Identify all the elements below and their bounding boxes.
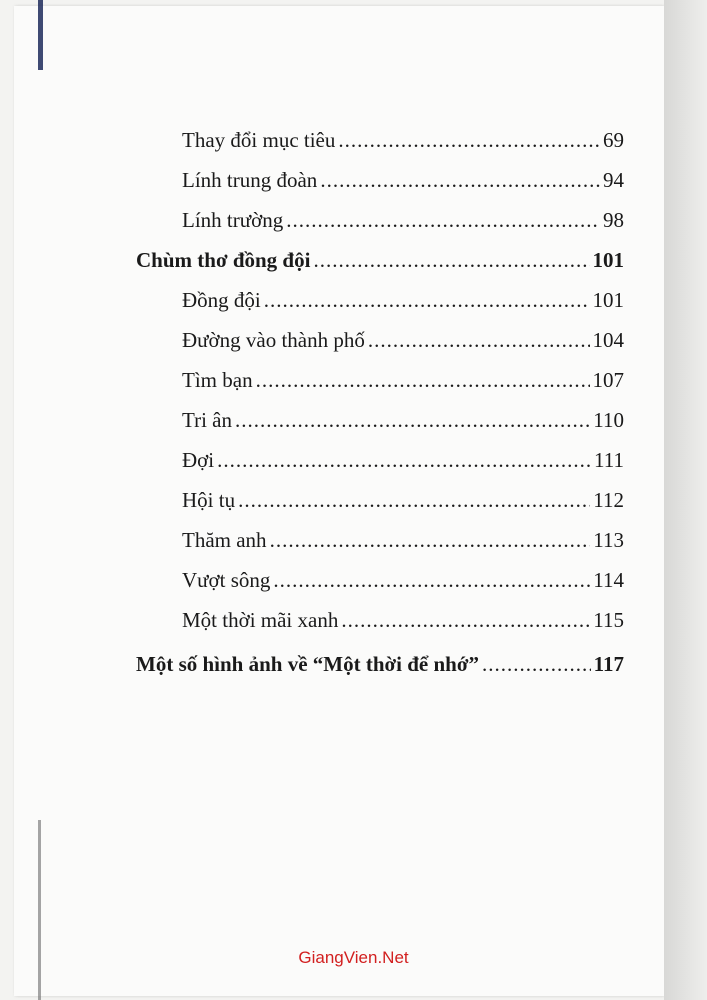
toc-entry-title: Lính trung đoàn — [182, 168, 318, 192]
toc-entry-title: Hội tụ — [182, 488, 236, 512]
toc-entry — [182, 607, 624, 633]
toc-leader-dots — [235, 407, 590, 433]
toc-entry-page: 104 — [592, 328, 624, 352]
toc-section-page: 117 — [593, 652, 624, 676]
toc-leader-dots — [313, 247, 589, 273]
toc-entry — [182, 167, 624, 193]
toc-entry-title: Vượt sông — [182, 568, 271, 592]
toc-entry-title: Đợi — [182, 448, 215, 472]
toc-section-title: Chùm thơ đồng đội — [136, 248, 311, 272]
toc-leader-dots — [482, 651, 591, 677]
toc-leader-dots — [273, 567, 590, 593]
toc-entry-title: Thăm anh — [182, 528, 267, 552]
toc-leader-dots — [341, 607, 590, 633]
toc-leader-dots — [338, 127, 600, 153]
toc-leader-dots — [270, 527, 591, 553]
toc-entry-title: Đường vào thành phố — [182, 328, 365, 352]
toc-leader-dots — [256, 367, 590, 393]
toc-entry-page: 115 — [593, 608, 624, 632]
toc-entry-page: 110 — [593, 408, 624, 432]
toc-entry-page: 111 — [594, 448, 624, 472]
toc-section — [136, 247, 624, 273]
toc-leader-dots — [320, 167, 600, 193]
toc-entry-page: 94 — [603, 168, 624, 192]
toc-entry-page: 107 — [592, 368, 624, 392]
toc-leader-dots — [368, 327, 590, 353]
toc-leader-dots — [217, 447, 591, 473]
toc-entry-page: 101 — [592, 288, 624, 312]
toc-section — [136, 651, 624, 677]
toc-entry-title: Lính trường — [182, 208, 284, 232]
toc-entry-title: Tìm bạn — [182, 368, 253, 392]
toc-section-page: 101 — [592, 248, 624, 272]
toc-section-title: Một số hình ảnh về “Một thời để nhớ” — [136, 652, 479, 676]
toc-entry — [182, 207, 624, 233]
toc-entry — [182, 567, 624, 593]
toc-entry — [182, 127, 624, 153]
toc-leader-dots — [264, 287, 590, 313]
watermark-text: GiangVien.Net — [298, 948, 409, 967]
toc-leader-dots — [286, 207, 600, 233]
toc-entry — [182, 327, 624, 353]
toc-entry — [182, 487, 624, 513]
toc-entry — [182, 527, 624, 553]
toc-entry — [182, 447, 624, 473]
toc-entry-page: 69 — [603, 128, 624, 152]
toc-entry-title: Thay đổi mục tiêu — [182, 128, 336, 152]
toc-entry-page: 98 — [603, 208, 624, 232]
toc-entry-page: 114 — [593, 568, 624, 592]
toc-entry-page: 112 — [593, 488, 624, 512]
toc-entry-title: Một thời mãi xanh — [182, 608, 339, 632]
toc-entry — [182, 287, 624, 313]
toc-entry-title: Đồng đội — [182, 288, 261, 312]
toc-entry — [182, 407, 624, 433]
toc-entry — [182, 367, 624, 393]
toc-entry-title: Tri ân — [182, 408, 232, 432]
toc-leader-dots — [238, 487, 590, 513]
toc-entry-page: 113 — [593, 528, 624, 552]
